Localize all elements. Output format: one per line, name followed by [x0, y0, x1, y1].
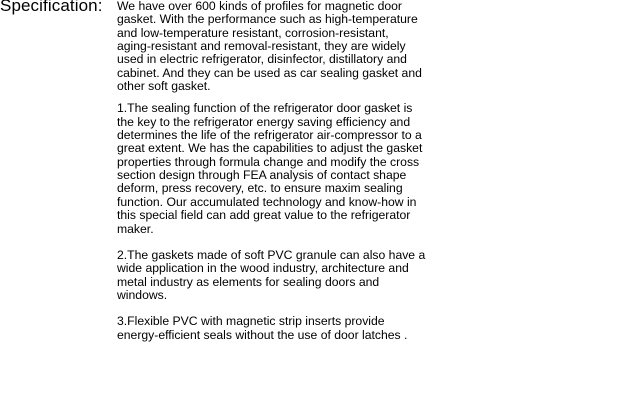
text-line: used in electric refrigerator, disinfector, distillatory and	[117, 52, 407, 67]
text-line: this special field can add great value to the refrigerator	[117, 208, 411, 223]
sealing-function-paragraph	[117, 102, 447, 235]
text-line: and low-temperature resistant, corrosion-resistant,	[117, 25, 389, 40]
text-line: determines the life of the refrigerator air-compressor to a	[117, 128, 422, 143]
text-line: 3.Flexible PVC with magnetic strip inserts provide	[117, 314, 385, 329]
text-line: properties through formula change and modify the cross	[117, 154, 420, 169]
text-line: windows.	[117, 287, 168, 302]
text-line: maker.	[117, 221, 154, 236]
text-line: 1.The sealing function of the refrigerator door gasket is	[117, 101, 413, 116]
text-line: We have over 600 kinds of profiles for magnetic door	[117, 0, 402, 13]
text-line: aging-resistant and removal-resistant, they are widely	[117, 39, 406, 54]
text-line: cabinet. And they can be used as car sealing gasket and	[117, 65, 422, 80]
text-line: wide application in the wood industry, architecture and	[117, 261, 409, 276]
intro-paragraph	[117, 0, 447, 93]
text-line: gasket. With the performance such as high-temperature	[117, 12, 418, 27]
text-line: function. Our accumulated technology and know-how in	[117, 194, 417, 209]
text-line: deform, press recovery, etc. to ensure maxim sealing	[117, 181, 403, 196]
text-line: great extent. We has the capabilities to adjust the gasket	[117, 141, 423, 156]
pvc-application-paragraph	[117, 249, 447, 302]
specification-body	[117, 0, 447, 342]
specification-label: Specification:	[0, 0, 103, 15]
text-line: 2.The gaskets made of soft PVC granule can also have a	[117, 247, 426, 262]
text-line: section design through FEA analysis of contact shape	[117, 168, 407, 183]
magnetic-strip-paragraph	[117, 315, 447, 342]
text-line: energy-efficient seals without the use of door latches .	[117, 327, 408, 342]
text-line: metal industry as elements for sealing doors and	[117, 274, 380, 289]
text-line: the key to the refrigerator energy saving efficiency and	[117, 114, 411, 129]
text-line: other soft gasket.	[117, 79, 211, 94]
